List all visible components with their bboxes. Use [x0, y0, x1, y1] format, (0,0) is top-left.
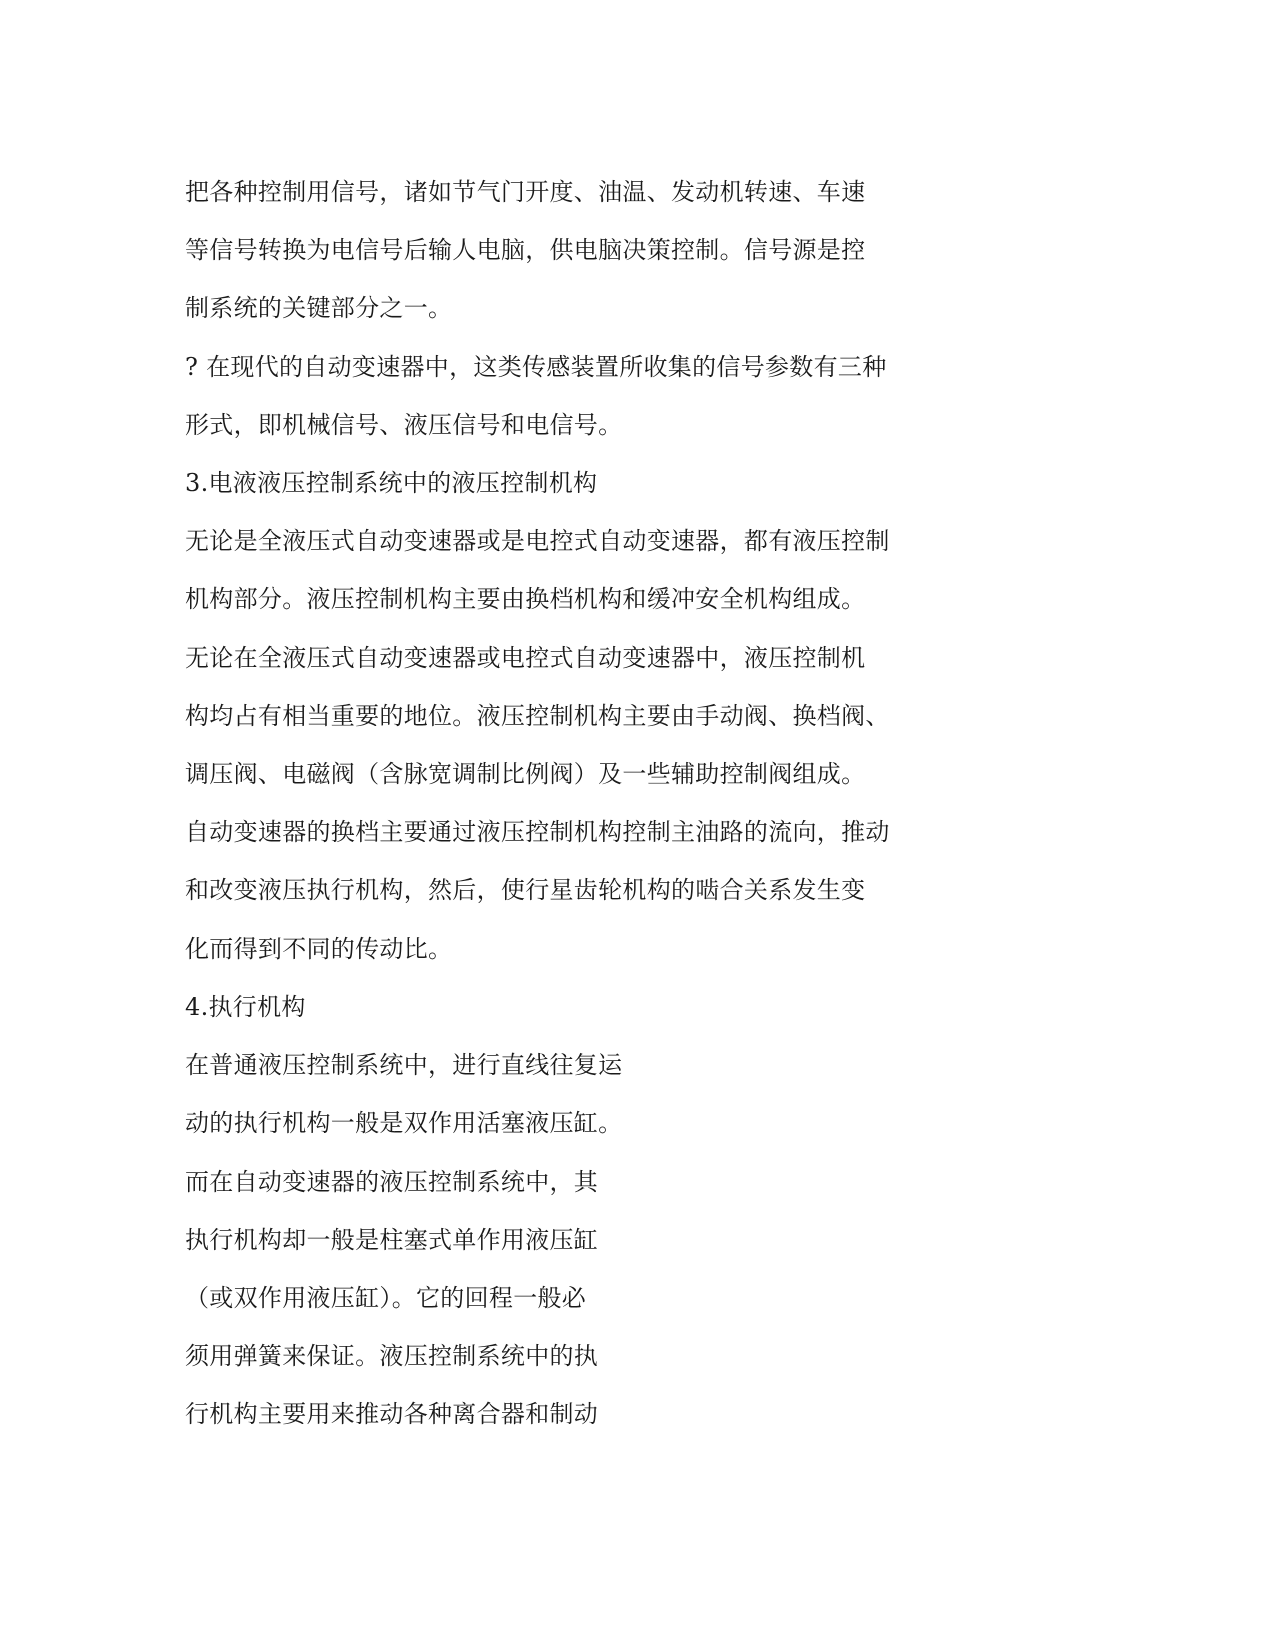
paragraph-line: 须用弹簧来保证。液压控制系统中的执 [185, 1342, 599, 1370]
paragraph-line: 机构部分。液压控制机构主要由换档机构和缓冲安全机构组成。 [185, 585, 866, 613]
paragraph-line: 执行机构却一般是柱塞式单作用液压缸 [185, 1226, 599, 1254]
section-heading: 4.执行机构 [185, 993, 306, 1021]
section-heading: 3.电液液压控制系统中的液压控制机构 [185, 469, 598, 497]
paragraph-line: 制系统的关键部分之一。 [185, 294, 453, 322]
paragraph-line: 自动变速器的换档主要通过液压控制机构控制主油路的流向，推动 [185, 818, 890, 846]
paragraph-line: 形式，即机械信号、液压信号和电信号。 [185, 411, 623, 439]
paragraph-line: 无论是全液压式自动变速器或是电控式自动变速器，都有液压控制 [185, 527, 890, 555]
paragraph-line: 构均占有相当重要的地位。液压控制机构主要由手动阀、换档阀、 [185, 702, 890, 730]
paragraph-line: 动的执行机构一般是双作用活塞液压缸。 [185, 1109, 623, 1137]
paragraph-line: 无论在全液压式自动变速器或电控式自动变速器中，液压控制机 [185, 644, 866, 672]
paragraph-line: 把各种控制用信号，诸如节气门开度、油温、发动机转速、车速 [185, 178, 866, 206]
paragraph-line: （或双作用液压缸）。它的回程一般必 [185, 1284, 587, 1312]
paragraph-line: 和改变液压执行机构，然后，使行星齿轮机构的啮合关系发生变 [185, 876, 866, 904]
paragraph-line: 在普通液压控制系统中，进行直线往复运 [185, 1051, 623, 1079]
paragraph-line: ? 在现代的自动变速器中，这类传感装置所收集的信号参数有三种 [185, 353, 887, 381]
paragraph-line: 行机构主要用来推动各种离合器和制动 [185, 1400, 599, 1428]
paragraph-line: 化而得到不同的传动比。 [185, 935, 453, 963]
paragraph-line: 等信号转换为电信号后输人电脑，供电脑决策控制。信号源是控 [185, 236, 866, 264]
paragraph-line: 调压阀、电磁阀（含脉宽调制比例阀）及一些辅助控制阀组成。 [185, 760, 866, 788]
paragraph-line: 而在自动变速器的液压控制系统中，其 [185, 1168, 599, 1196]
